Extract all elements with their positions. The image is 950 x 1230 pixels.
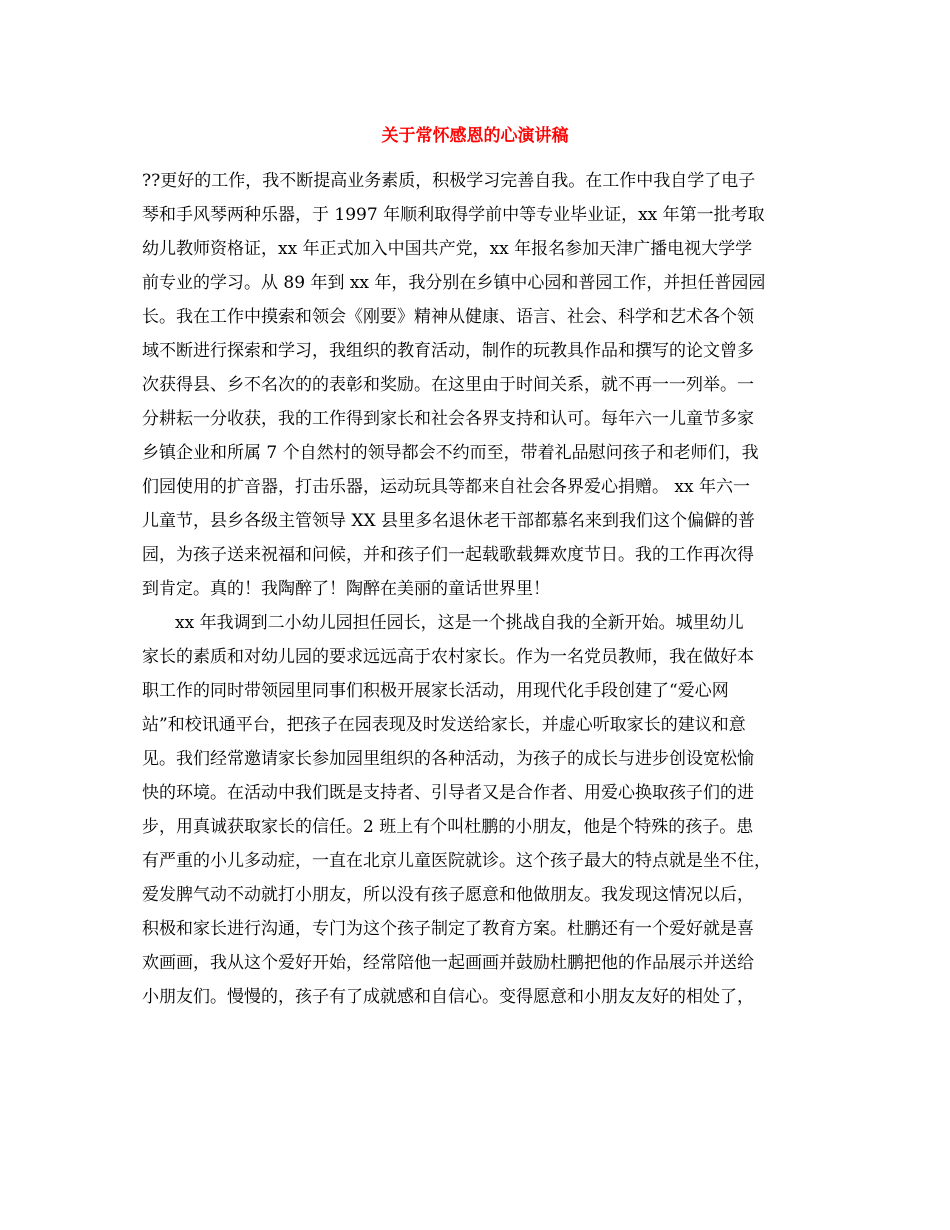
document-body [142,164,822,1014]
body-line: 幼儿教师资格证，xx 年正式加入中国共产党，xx 年报名参加天津广播电视大学学 [142,239,753,259]
body-line: 次获得县、乡不名次的的表彰和奖励。在这里由于时间关系，就不再一一列举。一 [142,375,754,395]
body-line: xx 年我调到二小幼儿园担任园长，这是一个挑战自我的全新开始。城里幼儿 [175,613,744,633]
body-line: 到肯定。真的！我陶醉了！陶醉在美丽的童话世界里！ [142,579,550,599]
body-line: 有严重的小儿多动症，一直在北京儿童医院就诊。这个孩子最大的特点就是坐不住， [142,851,771,871]
body-line: 乡镇企业和所属 7 个自然村的领导都会不约而至，带着礼品慰问孩子和老师们，我 [142,443,759,463]
body-line: 步，用真诚获取家长的信任。2 班上有个叫杜鹏的小朋友，他是个特殊的孩子。患 [142,817,754,837]
body-line: 爱发脾气动不动就打小朋友，所以没有孩子愿意和他做朋友。我发现这情况以后， [142,885,754,905]
body-line: 职工作的同时带领园里同事们积极开展家长活动，用现代化手段创建了“爱心网 [142,681,729,701]
body-line: 欢画画，我从这个爱好开始，经常陪他一起画画并鼓励杜鹏把他的作品展示并送给 [142,953,754,973]
body-line: 前专业的学习。从 89 年到 xx 年，我分别在乡镇中心园和普园工作，并担任普园园 [142,273,766,293]
body-line: 分耕耘一分收获，我的工作得到家长和社会各界支持和认可。每年六一儿童节多家 [142,409,754,429]
body-line: 积极和家长进行沟通，专门为这个孩子制定了教育方案。杜鹏还有一个爱好就是喜 [142,919,754,939]
body-line: 们园使用的扩音器，打击乐器，运动玩具等都来自社会各界爱心捐赠。 xx 年六一 [142,477,750,497]
document-title: 关于常怀感恩的心演讲稿 [381,126,569,146]
body-line: 儿童节，县乡各级主管领导 XX 县里多名退休老干部都慕名来到我们这个偏僻的普 [142,511,756,531]
body-line: 快的环境。在活动中我们既是支持者、引导者又是合作者、用爱心换取孩子们的进 [142,783,754,803]
body-line: 见。我们经常邀请家长参加园里组织的各种活动，为孩子的成长与进步创设宽松愉 [142,749,754,769]
body-line: 站”和校讯通平台，把孩子在园表现及时发送给家长，并虚心听取家长的建议和意 [142,715,746,735]
body-line: 园，为孩子送来祝福和问候，并和孩子们一起载歌载舞欢度节日。我的工作再次得 [142,545,754,565]
body-line: 小朋友们。慢慢的，孩子有了成就感和自信心。变得愿意和小朋友友好的相处了， [142,987,754,1007]
body-line: 琴和手风琴两种乐器，于 1997 年顺利取得学前中等专业毕业证，xx 年第一批考取 [142,205,765,225]
body-line: 长。我在工作中摸索和领会《刚要》精神从健康、语言、社会、科学和艺术各个领 [142,307,754,327]
body-line: ??更好的工作，我不断提高业务素质，积极学习完善自我。在工作中我自学了电子 [142,171,756,191]
body-line: 家长的素质和对幼儿园的要求远远高于农村家长。作为一名党员教师，我在做好本 [142,647,754,667]
body-line: 域不断进行探索和学习，我组织的教育活动，制作的玩教具作品和撰写的论文曾多 [142,341,754,361]
